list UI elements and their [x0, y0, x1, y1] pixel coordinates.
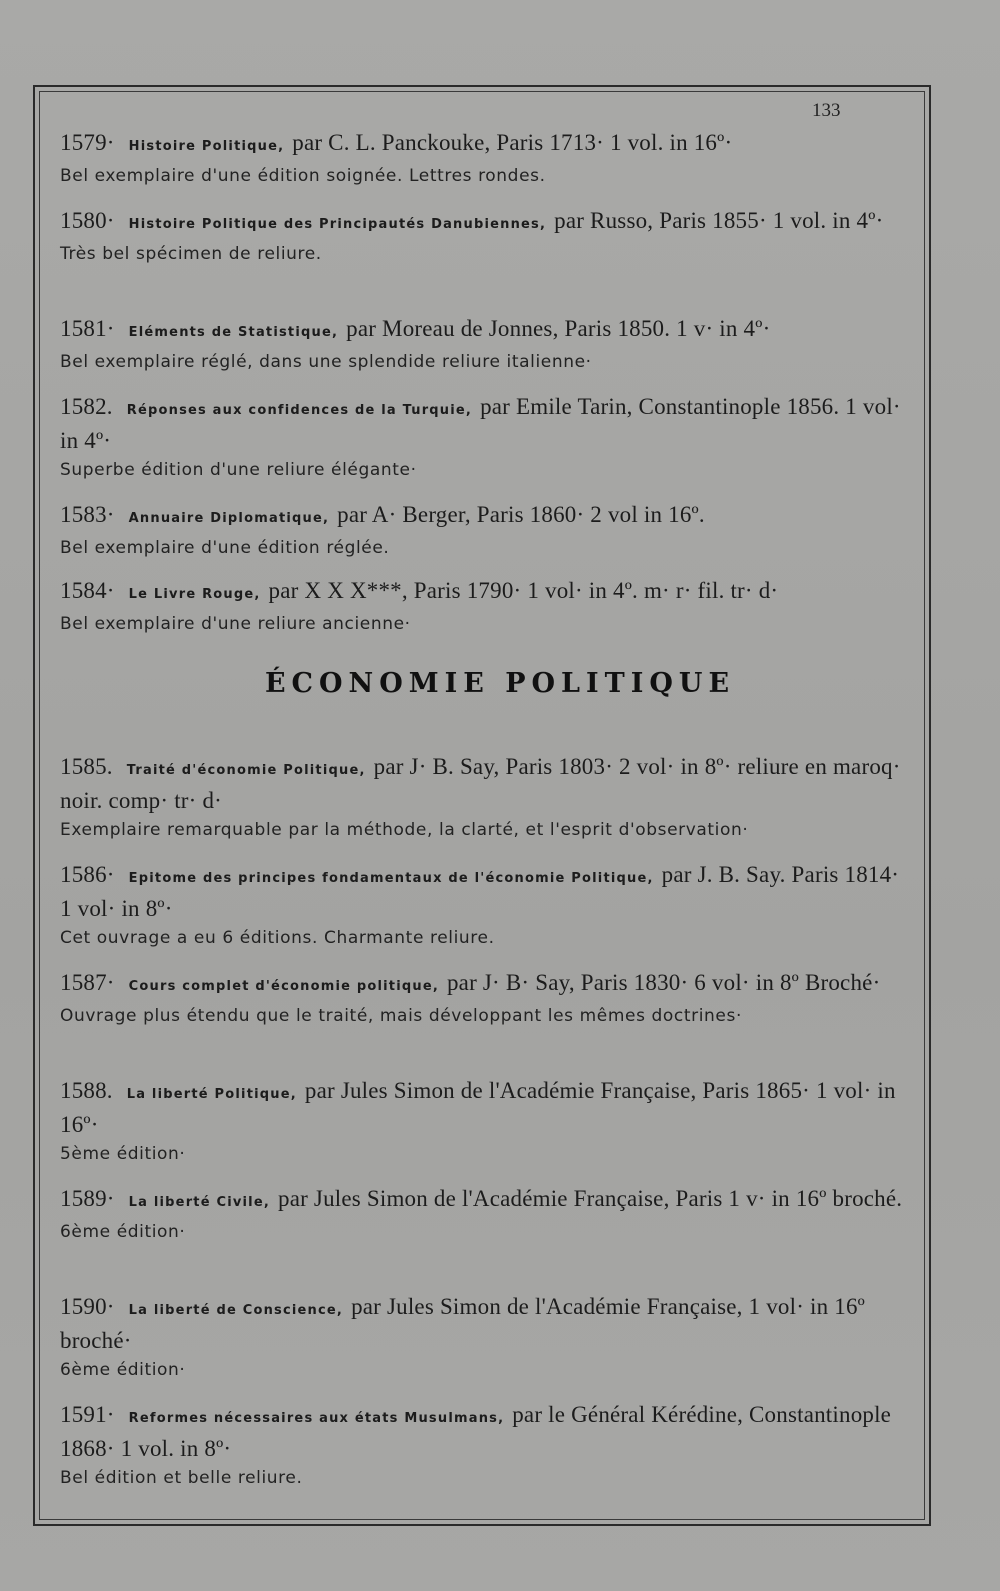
entry-note: Très bel spécimen de reliure.	[60, 244, 322, 264]
entry-details: par X X X***, Paris 1790· 1 vol· in 4º. m· r· fil. tr· d·	[268, 578, 779, 603]
entry-note: Cet ouvrage a eu 6 éditions. Charmante reliure.	[60, 928, 495, 948]
entry-details: par Russo, Paris 1855· 1 vol. in 4º·	[554, 208, 884, 233]
entry-title: Histoire Politique des Principautés Danubiennes,	[128, 217, 547, 232]
entry-number: 1579·	[60, 130, 115, 155]
entry-number: 1590·	[60, 1294, 115, 1319]
entry-title: La liberté de Conscience,	[128, 1303, 344, 1318]
entry-title: La liberté Civile,	[128, 1195, 270, 1210]
entry-details: par Emile Tarin, Constantinople 1856. 1 vol· in 4º·	[60, 394, 901, 453]
entry-number: 1589·	[60, 1186, 115, 1211]
catalogue-entry	[60, 1184, 912, 1244]
entry-details: par Jules Simon de l'Académie Française, Paris 1 v· in 16º broché.	[278, 1186, 903, 1211]
catalogue-entry	[60, 500, 912, 560]
entry-title: Cours complet d'économie politique,	[128, 979, 439, 994]
catalogue-entry	[60, 576, 912, 636]
entry-note: Bel édition et belle reliure.	[60, 1468, 303, 1488]
entry-note: Exemplaire remarquable par la méthode, la clarté, et l'esprit d'observation·	[60, 820, 749, 840]
entry-title: Epitome des principes fondamentaux de l'économie Politique,	[128, 871, 654, 886]
catalogue-entry	[60, 752, 912, 842]
page-number: 133	[812, 100, 841, 121]
entry-note: 6ème édition·	[60, 1360, 186, 1380]
entry-note: Bel exemplaire d'une édition réglée.	[60, 538, 390, 558]
catalogue-entry	[60, 128, 912, 188]
entry-number: 1582.	[60, 394, 113, 419]
entry-title: Le Livre Rouge,	[128, 587, 261, 602]
catalogue-entry	[60, 1400, 912, 1490]
entry-number: 1587·	[60, 970, 115, 995]
entry-note: Ouvrage plus étendu que le traité, mais développant les mêmes doctrines·	[60, 1006, 742, 1026]
entry-details: par Moreau de Jonnes, Paris 1850. 1 v· in 4º·	[346, 316, 771, 341]
entry-title: Réponses aux confidences de la Turquie,	[126, 403, 473, 418]
entry-note: Bel exemplaire d'une édition soignée. Lettres rondes.	[60, 166, 546, 186]
entry-details: par Jules Simon de l'Académie Française, 1 vol· in 16º broché·	[60, 1294, 865, 1353]
catalogue-entry	[60, 314, 912, 374]
entry-note: Bel exemplaire d'une reliure ancienne·	[60, 614, 411, 634]
catalogue-entry	[60, 1292, 912, 1382]
entry-note: 6ème édition·	[60, 1222, 186, 1242]
entry-title: La liberté Politique,	[126, 1087, 297, 1102]
catalogue-entry	[60, 860, 912, 950]
entry-title: Annuaire Diplomatique,	[128, 511, 330, 526]
entry-number: 1583·	[60, 502, 115, 527]
entry-title: Traité d'économie Politique,	[126, 763, 366, 778]
entry-details: par J. B. Say. Paris 1814· 1 vol· in 8º·	[60, 862, 900, 921]
entry-number: 1584·	[60, 578, 115, 603]
catalogue-entry	[60, 392, 912, 482]
entry-details: par C. L. Panckouke, Paris 1713· 1 vol. in 16º·	[292, 130, 733, 155]
entry-details: par J· B. Say, Paris 1803· 2 vol· in 8º· reliure en maroq· noir. comp· tr· d·	[60, 754, 901, 813]
entry-number: 1588.	[60, 1078, 113, 1103]
entry-note: Superbe édition d'une reliure élégante·	[60, 460, 417, 480]
entry-number: 1591·	[60, 1402, 115, 1427]
entry-number: 1581·	[60, 316, 115, 341]
entry-title: Reformes nécessaires aux états Musulmans,	[128, 1411, 505, 1426]
section-heading: ÉCONOMIE POLITIQUE	[264, 668, 736, 699]
entry-number: 1585.	[60, 754, 113, 779]
entry-note: Bel exemplaire réglé, dans une splendide reliure italienne·	[60, 352, 592, 372]
catalogue-entry	[60, 968, 912, 1028]
entry-details: par J· B· Say, Paris 1830· 6 vol· in 8º Broché·	[446, 970, 881, 995]
entry-details: par le Général Kérédine, Constantinople 1868· 1 vol. in 8º·	[60, 1402, 892, 1461]
entry-number: 1586·	[60, 862, 115, 887]
entry-details: par Jules Simon de l'Académie Française, Paris 1865· 1 vol· in 16º·	[60, 1078, 896, 1137]
entry-title: Eléments de Statistique,	[128, 325, 339, 340]
entry-title: Histoire Politique,	[128, 139, 285, 154]
entry-number: 1580·	[60, 208, 115, 233]
catalogue-entry	[60, 1076, 912, 1166]
entry-note: 5ème édition·	[60, 1144, 186, 1164]
catalogue-entry	[60, 206, 912, 266]
entry-details: par A· Berger, Paris 1860· 2 vol in 16º.	[337, 502, 705, 527]
